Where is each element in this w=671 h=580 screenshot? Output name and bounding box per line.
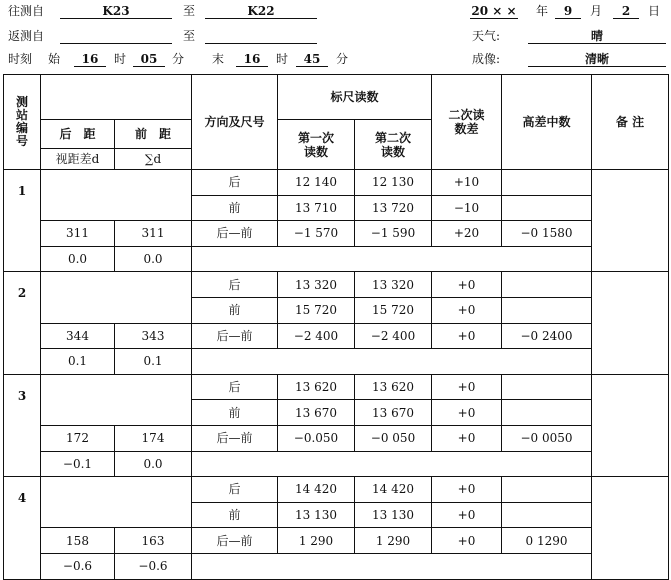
remarks-header: 备 注: [592, 75, 669, 170]
second-reading-cell: 12 130: [355, 170, 432, 196]
back-dist-cell: 172: [41, 425, 115, 451]
return-to-field: [205, 29, 317, 44]
start-minute-field: 05: [133, 52, 165, 67]
reading-diff-cell: +0: [432, 297, 502, 323]
distance-blank-cell: [41, 272, 192, 323]
front-dist-header: 前 距: [115, 120, 192, 149]
return-label: 返测自: [8, 29, 45, 43]
first-reading-cell: 14 420: [278, 477, 355, 503]
form-header: [0, 0, 671, 74]
blank-span-cell: [192, 246, 592, 272]
mean-cell: [502, 170, 592, 196]
date-day-field: 2: [613, 4, 639, 19]
outbound-to-field: K22: [205, 4, 317, 19]
end-hour-field: 16: [236, 52, 268, 67]
first-reading-cell: −0.050: [278, 425, 355, 451]
year-label: 年: [536, 4, 549, 18]
distance-blank-cell: [41, 170, 192, 221]
minute-label-1: 分: [172, 52, 185, 66]
direction-cell: 前: [192, 400, 278, 426]
mean-cell: [502, 477, 592, 503]
mean-cell: [502, 297, 592, 323]
remarks-cell: [592, 170, 669, 272]
first-reading-cell: −1 570: [278, 221, 355, 247]
station-no-header: 测站编号: [4, 75, 41, 170]
direction-cell: 前: [192, 297, 278, 323]
weather-label: 天气:: [472, 29, 501, 43]
back-dist-cell: 158: [41, 528, 115, 554]
imaging-field: 清晰: [528, 52, 666, 67]
reading-diff-cell: +0: [432, 425, 502, 451]
second-reading-cell: −1 590: [355, 221, 432, 247]
outbound-label: 往测自: [8, 4, 45, 18]
first-reading-cell: 15 720: [278, 297, 355, 323]
leveling-record-table: [3, 74, 669, 580]
blank-span-cell: [192, 349, 592, 375]
reading-diff-cell: +0: [432, 272, 502, 298]
reading-diff-header: 二次读数差: [432, 75, 502, 170]
mean-height-diff-cell: −0 0050: [502, 425, 592, 451]
mean-height-diff-cell: −0 2400: [502, 323, 592, 349]
front-dist-cell: 311: [115, 221, 192, 247]
direction-cell: 后—前: [192, 425, 278, 451]
reading-diff-cell: +0: [432, 477, 502, 503]
mean-height-diff-cell: 0 1290: [502, 528, 592, 554]
reading-diff-cell: +20: [432, 221, 502, 247]
back-dist-header: 后 距: [41, 120, 115, 149]
second-reading-cell: −0 050: [355, 425, 432, 451]
front-dist-cell: 163: [115, 528, 192, 554]
second-reading-header: 第二次读数: [355, 120, 432, 170]
distance-blank-cell: [41, 477, 192, 528]
direction-cell: 后—前: [192, 323, 278, 349]
blank-span-cell: [192, 451, 592, 477]
hour-label-2: 时: [276, 52, 289, 66]
end-label: 末: [212, 52, 225, 66]
mean-cell: [502, 374, 592, 400]
back-dist-cell: 344: [41, 323, 115, 349]
to-label-1: 至: [183, 4, 196, 18]
station-number: 2: [4, 272, 41, 374]
start-hour-field: 16: [74, 52, 106, 67]
day-label: 日: [648, 4, 661, 18]
front-dist-cell: 174: [115, 425, 192, 451]
first-reading-cell: 1 290: [278, 528, 355, 554]
sight-diff-cell: 0.1: [41, 349, 115, 375]
reading-diff-cell: +0: [432, 323, 502, 349]
sum-d-cell: 0.0: [115, 246, 192, 272]
direction-cell: 后: [192, 170, 278, 196]
back-dist-cell: 311: [41, 221, 115, 247]
imaging-label: 成像:: [472, 52, 501, 66]
first-reading-cell: 13 620: [278, 374, 355, 400]
month-label: 月: [590, 4, 603, 18]
hour-label-1: 时: [114, 52, 127, 66]
direction-cell: 前: [192, 502, 278, 528]
sum-d-header: ∑d: [115, 149, 192, 170]
remarks-cell: [592, 477, 669, 579]
second-reading-cell: 14 420: [355, 477, 432, 503]
first-reading-cell: 13 710: [278, 195, 355, 221]
second-reading-cell: 13 620: [355, 374, 432, 400]
staff-reading-header: 标尺读数: [278, 75, 432, 120]
second-reading-cell: 13 130: [355, 502, 432, 528]
remarks-cell: [592, 272, 669, 374]
reading-diff-cell: −10: [432, 195, 502, 221]
second-reading-cell: 13 320: [355, 272, 432, 298]
mean-height-diff-header: 高差中数: [502, 75, 592, 170]
direction-cell: 后—前: [192, 528, 278, 554]
first-reading-cell: 12 140: [278, 170, 355, 196]
time-label: 时刻: [8, 52, 33, 66]
reading-diff-cell: +0: [432, 528, 502, 554]
sight-diff-cell: −0.1: [41, 451, 115, 477]
mean-cell: [502, 272, 592, 298]
mean-height-diff-cell: −0 1580: [502, 221, 592, 247]
mean-cell: [502, 195, 592, 221]
distance-blank-cell: [41, 374, 192, 425]
direction-header: 方向及尺号: [192, 75, 278, 170]
mean-cell: [502, 400, 592, 426]
return-from-field: [60, 29, 172, 44]
second-reading-cell: 13 720: [355, 195, 432, 221]
station-number: 4: [4, 477, 41, 579]
reading-diff-cell: +0: [432, 374, 502, 400]
first-reading-cell: 13 670: [278, 400, 355, 426]
direction-cell: 后: [192, 272, 278, 298]
first-reading-header: 第一次读数: [278, 120, 355, 170]
second-reading-cell: −2 400: [355, 323, 432, 349]
first-reading-cell: −2 400: [278, 323, 355, 349]
sum-d-cell: −0.6: [115, 553, 192, 579]
outbound-from-field: K23: [60, 4, 172, 19]
first-reading-cell: 13 320: [278, 272, 355, 298]
reading-diff-cell: +0: [432, 400, 502, 426]
weather-field: 晴: [528, 29, 666, 44]
blank-span-cell: [192, 553, 592, 579]
reading-diff-cell: +10: [432, 170, 502, 196]
direction-cell: 后: [192, 477, 278, 503]
sight-diff-header: 视距差d: [41, 149, 115, 170]
end-minute-field: 45: [296, 52, 328, 67]
reading-diff-cell: +0: [432, 502, 502, 528]
second-reading-cell: 15 720: [355, 297, 432, 323]
sight-diff-cell: 0.0: [41, 246, 115, 272]
station-number: 1: [4, 170, 41, 272]
second-reading-cell: 1 290: [355, 528, 432, 554]
direction-cell: 后: [192, 374, 278, 400]
station-number: 3: [4, 374, 41, 476]
date-year-field: 20 × ×: [471, 4, 517, 18]
sum-d-cell: 0.0: [115, 451, 192, 477]
to-label-2: 至: [183, 29, 196, 43]
sight-diff-cell: −0.6: [41, 553, 115, 579]
sum-d-cell: 0.1: [115, 349, 192, 375]
direction-cell: 后—前: [192, 221, 278, 247]
mean-cell: [502, 502, 592, 528]
remarks-cell: [592, 374, 669, 476]
date-month-field: 9: [555, 4, 581, 19]
start-label: 始: [48, 52, 61, 66]
second-reading-cell: 13 670: [355, 400, 432, 426]
direction-cell: 前: [192, 195, 278, 221]
first-reading-cell: 13 130: [278, 502, 355, 528]
front-dist-cell: 343: [115, 323, 192, 349]
distance-header-blank: [41, 75, 192, 120]
minute-label-2: 分: [336, 52, 349, 66]
